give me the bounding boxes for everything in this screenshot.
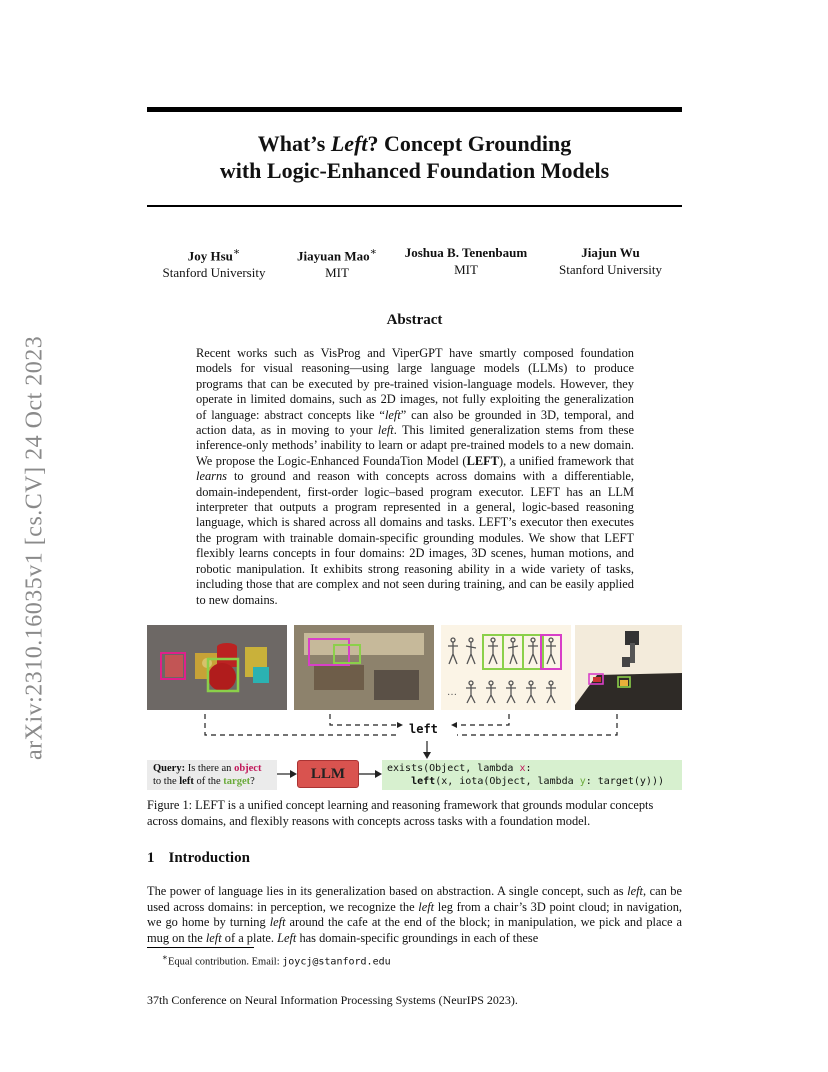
- llm-box: LLM: [297, 760, 359, 788]
- arxiv-stamp: arXiv:2310.16035v1 [cs.CV] 24 Oct 2023: [21, 335, 48, 760]
- title-rule: [147, 205, 682, 207]
- intro-paragraph: The power of language lies in its generalization based on abstraction. A single concept, such as left, can be used across domains: in perception, we recognize the left leg from a chair’s 3D point cloud; in navigation, we go home by turning left around the cafe at the end of the block; in manipulation, we pick and place a mug on the left of a plate. Left has domain-specific groundings in each of these: [147, 884, 682, 945]
- author-4: Jiajun Wu Stanford University: [559, 245, 662, 277]
- author-3: Joshua B. Tenenbaum MIT: [404, 245, 528, 277]
- query-box: Query: Is there an object to the left of the target?: [147, 760, 277, 790]
- author-2: Jiayuan Mao∗ MIT: [297, 246, 377, 281]
- paper-title: What’s Left? Concept Grounding with Logic-Enhanced Foundation Models: [219, 131, 610, 183]
- room-scene-illustration: [294, 625, 434, 710]
- top-rule: [147, 107, 682, 112]
- scene-3d-panel: [294, 625, 434, 710]
- robot-scene-illustration: [575, 625, 682, 710]
- abstract-heading: Abstract: [386, 312, 443, 328]
- figure-caption: Figure 1: LEFT is a unified concept learning and reasoning framework that grounds modular concepts across domains, and flexibly reasons with concepts across tasks with a foundation model.: [147, 798, 654, 828]
- left-concept-label: left: [409, 722, 438, 736]
- stick-figures-illustration: [441, 625, 571, 710]
- author-1: Joy Hsu∗ Stanford University: [162, 246, 266, 281]
- svg-text:…: …: [447, 687, 457, 698]
- manipulation-panel: [575, 625, 682, 710]
- cubes-scene-illustration: [147, 625, 287, 710]
- arrow-query-to-llm: [277, 768, 297, 780]
- figure-1: [147, 625, 682, 795]
- venue-line: 37th Conference on Neural Information Processing Systems (NeurIPS 2023).: [147, 993, 518, 1007]
- section-heading: 1 Introduction: [147, 850, 250, 866]
- image-2d-panel: [147, 625, 287, 710]
- footnote: ∗Equal contribution. Email: joycj@stanford.edu: [162, 952, 391, 968]
- abstract-text: Recent works such as VisProg and ViperGPT have smartly composed foundation models for visual reasoning—using large language models (LLMs) to produce programs that can be executed by pre-trained vision-language models. However, they operate in limited domains, such as 2D images, not fully exploiting the generalization of language: abstract concepts like “left” can also be grounded in 3D, temporal, and action data, as in moving to your left. This limited generalization stems from these inference-only methods’ inability to learn or adapt pre-trained models to a new domain. We propose the Logic-Enhanced FoundaTion Model (LEFT), a unified framework that learns to ground and reason with concepts across domains with a differentiable, domain-independent, first-order logic–based program executor. LEFT has an LLM interpreter that outputs a program represented in a general, logic-based reasoning language, which is shared across all domains and tasks. LEFT’s executor then executes the program with trainable domain-specific grounding modules. We show that LEFT flexibly learns concepts in four domains: 2D images, 3D scenes, human motions, and robotic manipulation. It exhibits strong reasoning ability in a wide variety of tasks, including those that are complex and not seen during training, and can be easily applied to new domains.: [196, 346, 635, 607]
- footnote-rule: [147, 947, 254, 948]
- arrow-llm-to-code: [359, 768, 382, 780]
- motion-panel: [441, 625, 571, 710]
- program-code: exists(Object, lambda x: left(x, iota(Object, lambda y: target(y))): [382, 760, 682, 790]
